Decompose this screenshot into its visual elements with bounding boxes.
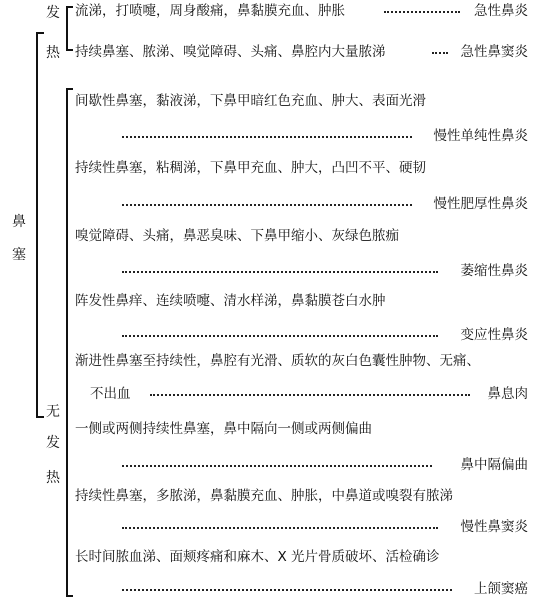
main-bracket-bottom-arm: [36, 416, 44, 418]
no-fever-item-5-text-cont: 不出血: [90, 386, 131, 402]
no-fever-bracket-vertical: [66, 88, 68, 596]
fever-bracket-vertical: [66, 6, 68, 50]
no-fever-item-1-result: 慢性单纯性鼻炎: [433, 128, 528, 144]
no-fever-item-1-text: 间歇性鼻塞，黏液涕，下鼻甲暗红色充血、肿大、表面光滑: [75, 93, 426, 109]
fever-item-2-result: 急性鼻窦炎: [460, 44, 528, 60]
fever-item-1-result: 急性鼻炎: [474, 3, 528, 19]
no-fever-item-7-leader: [122, 527, 438, 529]
no-fever-item-8-result: 上颌窦癌: [474, 581, 528, 597]
main-bracket-vertical: [36, 32, 38, 418]
no-fever-item-3-result: 萎缩性鼻炎: [460, 263, 528, 279]
no-fever-item-6-text: 一侧或两侧持续性鼻塞，鼻中隔向一侧或两侧偏曲: [75, 421, 372, 437]
no-fever-item-8-leader: [122, 589, 452, 591]
fever-item-1-leader: [384, 11, 460, 13]
no-fever-label-char-2: 发: [46, 435, 60, 451]
fever-bracket-bottom-arm: [66, 49, 73, 51]
main-bracket-top-arm: [36, 32, 44, 34]
no-fever-item-3-text: 嗅觉障碍、头痛，鼻恶臭味、下鼻甲缩小、灰绿色脓痂: [75, 228, 399, 244]
no-fever-item-2-leader: [122, 204, 412, 206]
no-fever-label-char-3: 热: [46, 470, 60, 486]
fever-item-2-text: 持续鼻塞、脓涕、嗅觉障碍、头痛、鼻腔内大量脓涕: [75, 44, 386, 60]
no-fever-bracket-bottom-arm: [66, 595, 73, 597]
fever-label-char-1: 发: [46, 5, 60, 21]
no-fever-item-2-result: 慢性肥厚性鼻炎: [433, 196, 528, 212]
fever-item-1-text: 流涕，打喷嚏，周身酸痛，鼻黏膜充血、肿胀: [75, 3, 345, 19]
fever-label-char-2: 热: [46, 45, 60, 61]
no-fever-item-4-leader: [122, 335, 438, 337]
no-fever-item-4-result: 变应性鼻炎: [460, 327, 528, 343]
no-fever-item-8-text: 长时间脓血涕、面颊疼痛和麻木、X 光片骨质破坏、活检确诊: [75, 549, 440, 565]
no-fever-item-5-leader: [150, 394, 470, 396]
no-fever-item-3-leader: [122, 271, 438, 273]
no-fever-item-7-text: 持续性鼻塞，多脓涕，鼻黏膜充血、肿胀，中鼻道或嗅裂有脓涕: [75, 488, 453, 504]
root-label-char-2: 塞: [12, 247, 26, 263]
root-label-char-1: 鼻: [12, 214, 26, 230]
no-fever-label-char-1: 无: [46, 404, 60, 420]
no-fever-item-2-text: 持续性鼻塞，粘稠涕，下鼻甲充血、肿大，凸凹不平、硬韧: [75, 160, 426, 176]
no-fever-bracket-top-arm: [66, 88, 73, 90]
no-fever-item-5-result: 鼻息肉: [487, 386, 528, 402]
no-fever-item-4-text: 阵发性鼻痒、连续喷嚏、清水样涕，鼻黏膜苍白水肿: [75, 293, 386, 309]
fever-item-2-leader: [432, 52, 448, 54]
no-fever-item-5-text: 渐进性鼻塞至持续性，鼻腔有光滑、质软的灰白色囊性肿物、无痛、: [75, 353, 480, 369]
no-fever-item-6-leader: [122, 465, 432, 467]
no-fever-item-1-leader: [122, 136, 412, 138]
no-fever-item-6-result: 鼻中隔偏曲: [460, 457, 528, 473]
fever-bracket-top-arm: [66, 6, 73, 8]
no-fever-item-7-result: 慢性鼻窦炎: [460, 519, 528, 535]
